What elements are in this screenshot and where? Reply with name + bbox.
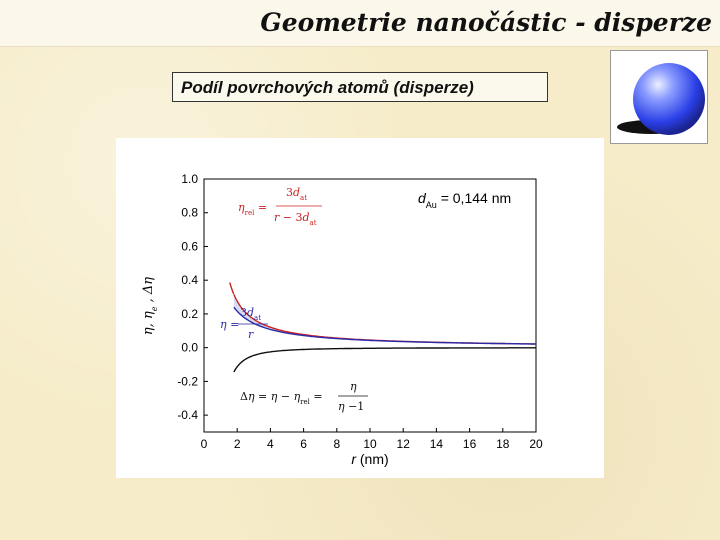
- delta-eta-line: [234, 348, 536, 372]
- x-tick-label: 2: [233, 437, 241, 451]
- svg-text:ηrel =: $\eta_{rel}$ =: [238, 201, 268, 217]
- svg-text:η: η: [350, 380, 357, 393]
- svg-text:η −1: η −1: [338, 400, 365, 413]
- svg-text:r − 3dat: $r - 3d_{at}$: [274, 211, 317, 227]
- title-bar: [0, 0, 720, 47]
- series-lines: [230, 283, 536, 373]
- y-tick-label: -0.4: [177, 408, 198, 423]
- sphere-image: [610, 50, 708, 144]
- svg-text:r: r: [248, 328, 254, 341]
- y-tick-label: -0.2: [177, 374, 198, 389]
- y-tick-label: 0.4: [181, 273, 198, 288]
- y-tick-label: 0.6: [181, 239, 198, 254]
- x-tick-label: 10: [363, 437, 377, 451]
- x-tick-label: 14: [429, 437, 444, 451]
- x-tick-label: 4: [267, 437, 274, 451]
- eta-rel-line-upper: [230, 283, 234, 295]
- y-tick-label: 0.8: [181, 205, 198, 220]
- x-axis-label: r (nm): [351, 451, 389, 467]
- x-tick-label: 6: [300, 437, 307, 451]
- eta-rel-line: [234, 294, 536, 344]
- y-axis-label: η, $\eta_e$ , Δη: [141, 276, 159, 336]
- y-tick-label: 1.0: [181, 172, 198, 186]
- svg-text:3dat: $3d_{at}$: [240, 306, 262, 322]
- subtitle-box: [172, 72, 548, 102]
- sphere: [633, 63, 705, 135]
- x-tick-label: 16: [462, 437, 477, 451]
- slide-subtitle: Podíl povrchových atomů (disperze): [181, 78, 474, 97]
- chart-svg: [116, 138, 604, 478]
- svg-text:Δη = η − ηrel =: $\Delta\eta = \eta - \eta_{rel}$ =: [240, 390, 323, 406]
- x-tick-label: 0: [200, 437, 208, 451]
- slide-title: Geometrie nanočástic - disperze: [260, 8, 712, 37]
- svg-text:3dat: $3d_{at}$: [286, 186, 308, 202]
- y-tick-label: 0.0: [181, 340, 198, 355]
- chart-panel: [116, 138, 604, 478]
- delta-eta-equation: [240, 380, 368, 413]
- d-au-annotation: $d_{Au} = 0,144$ nm: [418, 190, 512, 210]
- eta-line: [234, 307, 536, 344]
- difference-shading: [234, 294, 536, 344]
- x-tick-label: 18: [496, 437, 510, 451]
- y-tick-label: 0.2: [181, 306, 198, 321]
- svg-text:η =: η =: [220, 318, 240, 331]
- x-tick-label: 12: [396, 437, 410, 451]
- x-tick-label: 20: [529, 437, 543, 451]
- eta-rel-equation: [238, 186, 322, 227]
- sphere-illustration: [611, 51, 707, 143]
- x-tick-label: 8: [333, 437, 341, 451]
